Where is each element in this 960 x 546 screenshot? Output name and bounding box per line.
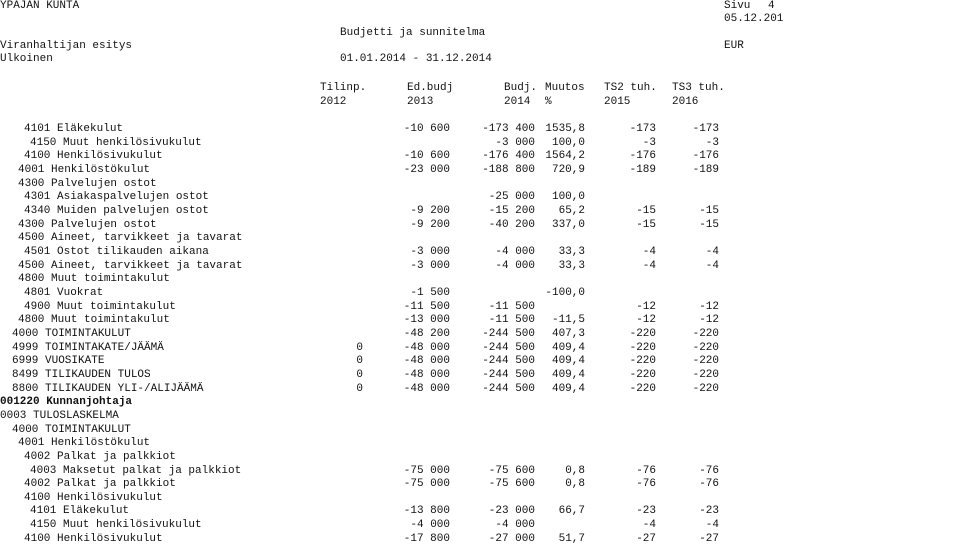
col-year-edbudj: 2013 — [407, 96, 434, 108]
cell-c5: -12 — [636, 314, 656, 327]
col-header-ts3: TS3 tuh. — [672, 82, 725, 94]
col-year-ts2: 2015 — [604, 96, 631, 108]
cell-c1: 0 — [356, 382, 363, 395]
cell-c3: -173 400 — [482, 123, 535, 135]
account-label: 4002 Palkat ja palkkiot — [24, 450, 176, 463]
cell-c6: -220 — [692, 368, 719, 381]
cell-c6: -12 — [699, 300, 719, 313]
account-label: 4340 Muiden palvelujen ostot — [24, 204, 209, 217]
cell-c4: 100,0 — [551, 191, 585, 204]
cell-c2: -48 000 — [403, 368, 450, 381]
cell-c4: 409,4 — [551, 382, 585, 395]
cell-c5: -220 — [629, 341, 656, 354]
cell-c4: -11,5 — [551, 314, 585, 327]
cell-c6: -220 — [692, 355, 719, 368]
cell-c3: -15 200 — [488, 204, 535, 217]
col-year-ts3: 2016 — [672, 96, 699, 108]
col-header-budj: Budj. — [504, 82, 538, 94]
account-label: 4101 Eläkekulut — [30, 505, 130, 518]
table-row — [0, 191, 960, 205]
cell-c4: 51,7 — [558, 532, 585, 545]
cell-c2: -13 000 — [403, 314, 450, 327]
cell-c5: -4 — [642, 259, 656, 272]
cell-c2: -11 500 — [403, 300, 450, 313]
cell-c4: 0,8 — [565, 478, 585, 491]
cell-c4: 409,4 — [551, 341, 585, 354]
cell-c2: -9 200 — [410, 218, 450, 231]
cell-c6: -15 — [699, 218, 719, 231]
cell-c5: -15 — [636, 204, 656, 217]
cell-c2: -13 800 — [403, 505, 450, 518]
cell-c5: -4 — [642, 245, 656, 258]
account-label: 4800 Muut toimintakulut — [18, 314, 170, 327]
table-row — [0, 424, 960, 438]
cell-c4: 33,3 — [558, 259, 585, 272]
table-row — [0, 219, 960, 233]
table-row — [0, 465, 960, 479]
cell-c2: -1 500 — [410, 286, 450, 299]
cell-c6: -4 — [705, 245, 719, 258]
table-row — [0, 505, 960, 519]
cell-c6: -23 — [699, 505, 719, 518]
cell-c2: -3 000 — [410, 259, 450, 272]
table-row — [0, 342, 960, 356]
page-label: Sivu — [724, 0, 751, 12]
cell-c4: 1564,2 — [545, 150, 585, 163]
account-label: 4300 Palvelujen ostot — [18, 218, 157, 231]
table-row — [0, 437, 960, 451]
cell-c3: -176 400 — [482, 150, 535, 163]
cell-c5: -12 — [636, 300, 656, 313]
table-row — [0, 123, 960, 137]
cell-c6: -4 — [705, 259, 719, 272]
table-row — [0, 232, 960, 246]
report-scope: Ulkoinen — [0, 53, 53, 65]
cell-c2: -17 800 — [403, 532, 450, 545]
cell-c3: -188 800 — [482, 163, 535, 176]
table-row — [0, 451, 960, 465]
account-label: 4150 Muut henkilösivukulut — [30, 519, 202, 532]
cell-c5: -4 — [642, 519, 656, 532]
cell-c3: -244 500 — [482, 368, 535, 381]
report-period: 01.01.2014 - 31.12.2014 — [340, 53, 492, 65]
cell-c5: -176 — [629, 150, 656, 163]
table-row — [0, 137, 960, 151]
cell-c5: -220 — [629, 368, 656, 381]
currency: EUR — [724, 40, 744, 52]
table-row — [0, 328, 960, 342]
table-row — [0, 260, 960, 274]
table-row — [0, 355, 960, 369]
cell-c3: -4 000 — [495, 245, 535, 258]
cell-c5: -27 — [636, 532, 656, 545]
account-label: 4800 Muut toimintakulut — [18, 273, 170, 286]
table-row — [0, 396, 960, 410]
cell-c6: -173 — [692, 123, 719, 135]
cell-c4: 100,0 — [551, 136, 585, 149]
table-row — [0, 178, 960, 192]
cell-c3: -4 000 — [495, 259, 535, 272]
account-label: 6999 VUOSIKATE — [12, 355, 105, 368]
cell-c6: -176 — [692, 150, 719, 163]
cell-c2: -48 200 — [403, 327, 450, 340]
cell-c3: -244 500 — [482, 355, 535, 368]
cell-c1: 0 — [356, 368, 363, 381]
cell-c6: -220 — [692, 327, 719, 340]
account-label: 4501 Ostot tilikauden aikana — [24, 245, 209, 258]
account-label: 4002 Palkat ja palkkiot — [24, 478, 176, 491]
account-label: 4999 TOIMINTAKATE/JÄÄMÄ — [12, 341, 164, 354]
cell-c6: -220 — [692, 341, 719, 354]
table-row — [0, 205, 960, 219]
cell-c6: -220 — [692, 382, 719, 395]
cell-c4: 337,0 — [551, 218, 585, 231]
account-label: 4100 Henkilösivukulut — [24, 491, 163, 504]
table-row — [0, 164, 960, 178]
cell-c4: 407,3 — [551, 327, 585, 340]
account-label: 4801 Vuokrat — [24, 286, 104, 299]
table-row — [0, 383, 960, 397]
account-label: 001220 Kunnanjohtaja — [0, 396, 133, 409]
account-label: 4301 Asiakaspalvelujen ostot — [24, 191, 209, 204]
cell-c5: -15 — [636, 218, 656, 231]
cell-c2: -48 000 — [403, 355, 450, 368]
cell-c2: -75 000 — [403, 478, 450, 491]
col-year-budj: 2014 — [504, 96, 531, 108]
account-label: 4100 Henkilösivukulut — [24, 150, 163, 163]
cell-c2: -48 000 — [403, 382, 450, 395]
account-label: 4300 Palvelujen ostot — [18, 177, 157, 190]
page-number: 4 — [768, 0, 775, 12]
cell-c4: -100,0 — [545, 286, 585, 299]
col-year-tilinp: 2012 — [320, 96, 347, 108]
cell-c3: -11 500 — [488, 300, 535, 313]
cell-c3: -11 500 — [488, 314, 535, 327]
cell-c2: -48 000 — [403, 341, 450, 354]
cell-c4: 66,7 — [558, 505, 585, 518]
org-name: YPÄJÄN KUNTA — [0, 0, 80, 12]
report-date: 05.12.201 — [724, 13, 784, 25]
cell-c2: -23 000 — [403, 163, 450, 176]
cell-c6: -4 — [705, 519, 719, 532]
table-row — [0, 533, 960, 546]
cell-c2: -10 600 — [403, 150, 450, 163]
cell-c2: -75 000 — [403, 464, 450, 477]
account-label: 8499 TILIKAUDEN TULOS — [12, 368, 151, 381]
cell-c5: -189 — [629, 163, 656, 176]
cell-c6: -12 — [699, 314, 719, 327]
account-label: 4900 Muut toimintakulut — [24, 300, 176, 313]
cell-c3: -75 600 — [488, 464, 535, 477]
cell-c3: -4 000 — [495, 519, 535, 532]
report-title: Budjetti ja sunnitelma — [340, 27, 486, 39]
col-header-tilinp: Tilinp. — [320, 82, 367, 94]
col-year-muutos: % — [545, 96, 552, 108]
account-label: 0003 TULOSLASKELMA — [0, 409, 119, 422]
account-label: 4001 Henkilöstökulut — [18, 163, 151, 176]
table-row — [0, 301, 960, 315]
cell-c3: -244 500 — [482, 341, 535, 354]
cell-c5: -220 — [629, 327, 656, 340]
cell-c3: -27 000 — [488, 532, 535, 545]
account-label: 4003 Maksetut palkat ja palkkiot — [30, 464, 242, 477]
account-label: 4101 Eläkekulut — [24, 123, 124, 135]
account-label: 4001 Henkilöstökulut — [18, 437, 151, 450]
col-header-muutos: Muutos — [545, 82, 585, 94]
account-label: 4150 Muut henkilösivukulut — [30, 136, 202, 149]
cell-c5: -76 — [636, 478, 656, 491]
cell-c5: -220 — [629, 382, 656, 395]
cell-c5: -173 — [629, 123, 656, 135]
table-row — [0, 478, 960, 492]
cell-c2: -10 600 — [403, 123, 450, 135]
cell-c3: -23 000 — [488, 505, 535, 518]
cell-c6: -3 — [705, 136, 719, 149]
table-row — [0, 369, 960, 383]
cell-c4: 1535,8 — [545, 123, 585, 135]
account-label: 4500 Aineet, tarvikkeet ja tavarat — [18, 259, 243, 272]
account-label: 4100 Henkilösivukulut — [24, 532, 163, 545]
cell-c1: 0 — [356, 341, 363, 354]
table-row — [0, 519, 960, 533]
cell-c5: -76 — [636, 464, 656, 477]
table-row — [0, 314, 960, 328]
cell-c2: -9 200 — [410, 204, 450, 217]
table-row — [0, 273, 960, 287]
cell-c5: -220 — [629, 355, 656, 368]
cell-c6: -76 — [699, 478, 719, 491]
cell-c3: -3 000 — [495, 136, 535, 149]
report-subtitle: Viranhaltijan esitys — [0, 40, 133, 52]
account-label: 8800 TILIKAUDEN YLI-/ALIJÄÄMÄ — [12, 382, 204, 395]
table-row — [0, 287, 960, 301]
col-header-edbudj: Ed.budj — [407, 82, 454, 94]
cell-c3: -25 000 — [488, 191, 535, 204]
cell-c6: -76 — [699, 464, 719, 477]
table-row — [0, 410, 960, 424]
cell-c5: -3 — [642, 136, 656, 149]
cell-c4: 0,8 — [565, 464, 585, 477]
cell-c6: -189 — [692, 163, 719, 176]
account-label: 4000 TOIMINTAKULUT — [12, 423, 131, 436]
cell-c3: -244 500 — [482, 382, 535, 395]
cell-c6: -15 — [699, 204, 719, 217]
cell-c4: 720,9 — [551, 163, 585, 176]
cell-c4: 409,4 — [551, 355, 585, 368]
cell-c2: -4 000 — [410, 519, 450, 532]
account-label: 4500 Aineet, tarvikkeet ja tavarat — [18, 232, 243, 245]
cell-c5: -23 — [636, 505, 656, 518]
cell-c2: -3 000 — [410, 245, 450, 258]
cell-c3: -244 500 — [482, 327, 535, 340]
table-row — [0, 492, 960, 506]
cell-c4: 65,2 — [558, 204, 585, 217]
cell-c6: -27 — [699, 532, 719, 545]
cell-c1: 0 — [356, 355, 363, 368]
table-row — [0, 246, 960, 260]
cell-c3: -40 200 — [488, 218, 535, 231]
table-row — [0, 150, 960, 164]
cell-c4: 409,4 — [551, 368, 585, 381]
col-header-ts2: TS2 tuh. — [604, 82, 657, 94]
account-label: 4000 TOIMINTAKULUT — [12, 327, 131, 340]
cell-c3: -75 600 — [488, 478, 535, 491]
cell-c4: 33,3 — [558, 245, 585, 258]
